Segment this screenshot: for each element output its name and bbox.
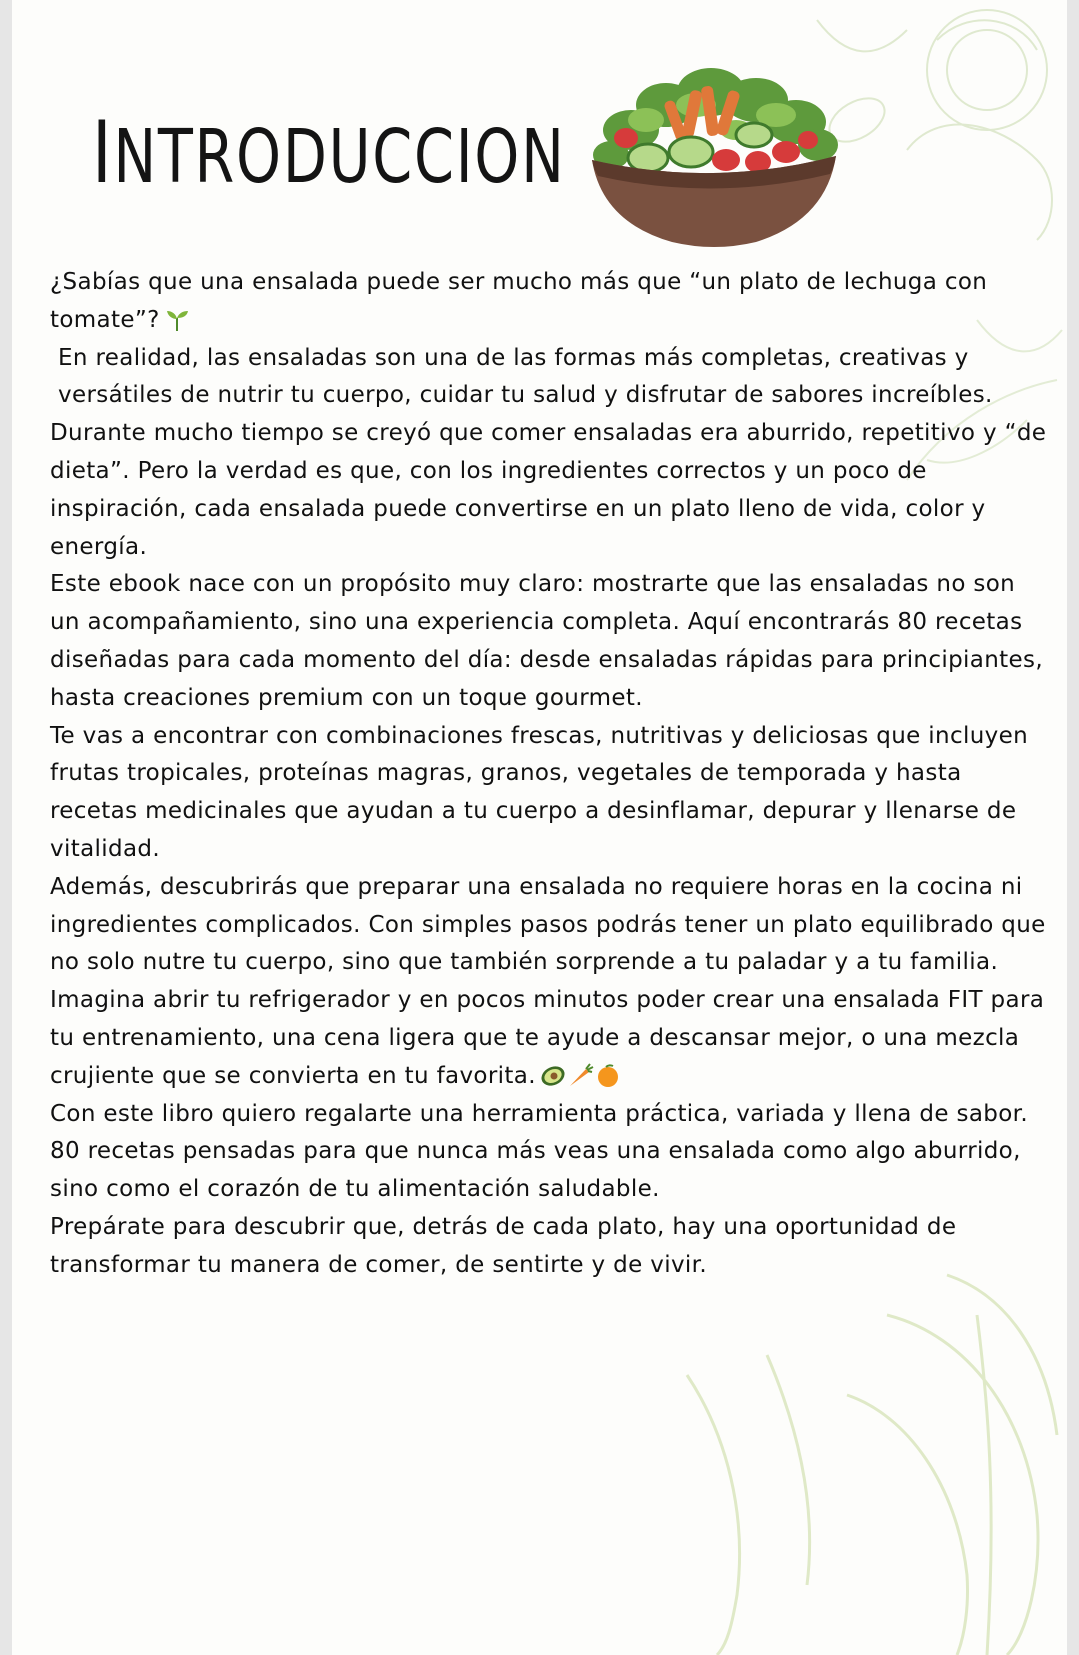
introduction-body	[50, 264, 1050, 1285]
paragraph-imagina: Imagina abrir tu refrigerador y en pocos minutos poder crear una ensalada FIT para tu entrenamiento, una cena ligera que te ayude a descansar mejor, o una mezcla crujiente que se convierta en tu favorita.	[50, 987, 1045, 1089]
paragraph-con-este-libro: Con este libro quiero regalarte una herramienta práctica, variada y llena de sabor. 80 recetas pensadas para que nunca más veas una ensalada como algo aburrido, sino como el corazón de tu alimentación saludable.	[50, 1100, 1029, 1203]
page-title: INTRODUCCION	[92, 103, 566, 203]
paragraph-ensaladas-completas: En realidad, las ensaladas son una de las formas más completas, creativas y versátiles de nutrir tu cuerpo, cuidar tu salud y disfrutar de sabores increíbles.	[58, 344, 993, 409]
paragraph-intro-question: ¿Sabías que una ensalada puede ser mucho más que “un plato de lechuga con tomate”?	[50, 269, 988, 333]
paragraph-combinaciones: Te vas a encontrar con combinaciones frescas, nutritivas y deliciosas que incluyen frutas tropicales, proteínas magras, granos, vegetales de temporada y hasta recetas medicinales que ayudan a tu cuerpo a desinflamar, depurar y llenarse de vitalidad.	[50, 722, 1029, 862]
ebook-page	[12, 0, 1067, 1655]
paragraph-preparate: Prepárate para descubrir que, detrás de cada plato, hay una oportunidad de transformar tu manera de comer, de sentirte y de vivir.	[50, 1213, 957, 1278]
paragraph-ebook-proposito: Este ebook nace con un propósito muy claro: mostrarte que las ensaladas no son un acompañamiento, sino una experiencia completa. Aquí encontrarás 80 recetas diseñadas para cada momento del día: desde ensaladas rápidas para principiantes, hasta creaciones premium con un toque gourmet.	[50, 571, 1044, 711]
salad-bowl-illustration	[586, 60, 842, 250]
paragraph-durante-mucho-tiempo: Durante mucho tiempo se creyó que comer ensaladas era aburrido, repetitivo y “de dieta”. Pero la verdad es que, con los ingredientes correctos y un poco de inspiración, cada ensalada puede convertirse en un plato lleno de vida, color y energía.	[50, 420, 1047, 560]
seedling-icon	[164, 308, 190, 332]
avocado-carrot-orange-icon	[540, 1063, 622, 1089]
paragraph-ademas: Además, descubrirás que preparar una ensalada no requiere horas en la cocina ni ingredientes complicados. Con simples pasos podrás tener un plato equilibrado que no solo nutre tu cuerpo, sino que también sorprende a tu paladar y a tu familia.	[50, 873, 1046, 976]
lettuce-line-art-decoration	[647, 1255, 1067, 1655]
